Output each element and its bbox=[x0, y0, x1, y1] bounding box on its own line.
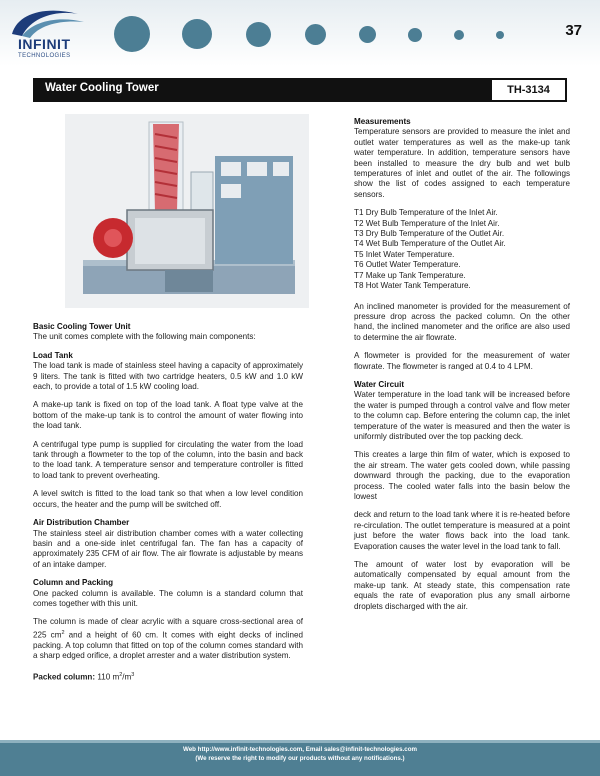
footer-contact[interactable]: Web http://www.infinit-technologies.com, Email sales@infinit-technologies.com bbox=[183, 746, 417, 753]
page-number: 37 bbox=[565, 22, 582, 39]
load-tank-text: The load tank is made of stainless steel having a capacity of approximately 9 liters. The tank is fitted with two cartridge heaters, 0.5 kW and 1.0 kW each, to provide a total of 1.5 kW cooling load. bbox=[33, 361, 303, 392]
company-logo[interactable] bbox=[8, 6, 88, 62]
column-detail-text: The column is made of clear acrylic with a square cross-sectional area of 225 $cm^2$ and a height of 60 cm. It comes with eight decks of inclined packing. A top column that fitted on top of the column comes standard with a sharp edged orifice, a droplet arrester and a water distribution system. bbox=[33, 617, 303, 661]
measurements-text: Temperature sensors are provided to measure the inlet and outlet water temperatures as well as the make-up tank water temperature. In addition, temperature sensors have been installed to measure the dry bulb and wet bulb temperatures of inlet and outlet of the air. The followings show the list of codes assigned to each temperature sensors. bbox=[354, 127, 570, 199]
level-switch-text: A level switch is fitted to the load tank so that when a low level condition occurs, the heater and the pump will be switched off. bbox=[33, 489, 303, 509]
list-item: T7 Make up Tank Temperature. bbox=[354, 270, 466, 280]
basic-unit-text: The unit comes complete with the following main components: bbox=[33, 332, 256, 342]
deck-return-text: deck and return to the load tank where it is re-heated before re-circulation. The outlet temperature is measured at a point just before the water flows back into the load tank. Evaporation causes the water level in the load tank to fall. bbox=[354, 510, 570, 551]
list-item: T6 Outlet Water Temperature. bbox=[354, 260, 461, 270]
thin-film-text: This creates a large thin film of water, which is exposed to the air stream. The water gets cooled down, while passing downward through the packing, due to the evaporation process. The cooled water falls into the basin below the lowest bbox=[354, 450, 570, 501]
decorative-dots bbox=[112, 14, 522, 54]
footer-disclaimer: (We reserve the right to modify our products without any notifications.) bbox=[195, 754, 405, 762]
heading-column-packing: Column and Packing bbox=[33, 578, 114, 588]
column-text: One packed column is available. The column is a standard column that comes together with this unit. bbox=[33, 588, 303, 608]
title-bar bbox=[33, 78, 567, 102]
brand-name: INFINIT bbox=[18, 36, 71, 52]
list-item: T2 Wet Bulb Temperature of the Inlet Air. bbox=[354, 218, 500, 228]
packed-column-spec: Packed column: 110 $m^2/m^3$ bbox=[33, 671, 135, 682]
product-title: Water Cooling Tower bbox=[45, 82, 159, 94]
list-item: T8 Hot Water Tank Temperature. bbox=[354, 281, 471, 291]
list-item: T3 Dry Bulb Temperature of the Outlet Air. bbox=[354, 229, 505, 239]
brand-subtitle: TECHNOLOGIES bbox=[18, 53, 71, 59]
manometer-text: An inclined manometer is provided for the measurement of pressure drop across the packed column. On the other hand, the inclined manometer and the orifice are also used to determine the air flowrate. bbox=[354, 301, 570, 342]
page-header bbox=[0, 0, 600, 66]
heading-basic-unit: Basic Cooling Tower Unit bbox=[33, 322, 131, 331]
list-item: T4 Wet Bulb Temperature of the Outlet Air. bbox=[354, 239, 506, 249]
air-chamber-text: The stainless steel air distribution chamber comes with a water collecting basin and a one-side inlet centrifugal fan. The fan has a capacity of approximately 235 CFM of air flow. The air flowrate is adjustable by means of an intake damper. bbox=[33, 528, 303, 569]
heading-load-tank: Load Tank bbox=[33, 350, 73, 360]
product-photo bbox=[65, 114, 309, 308]
right-column bbox=[354, 117, 570, 620]
list-item: T1 Dry Bulb Temperature of the Inlet Air. bbox=[354, 208, 498, 218]
swoosh-icon bbox=[8, 6, 88, 40]
list-item: T5 Inlet Water Temperature. bbox=[354, 249, 455, 259]
product-code: TH-3134 bbox=[492, 80, 565, 100]
page-footer bbox=[0, 740, 600, 776]
water-circuit-text: Water temperature in the load tank will be increased before the water is pumped through a control valve and flow meter to the column cap. Before entering the column cap, the inlet temperature of the water is measured and then the water is uniformly distributed over the top packing deck. bbox=[354, 390, 570, 441]
footer-text bbox=[0, 746, 600, 763]
heading-measurements: Measurements bbox=[354, 117, 411, 126]
left-column bbox=[33, 322, 303, 691]
flowmeter-text: A flowmeter is provided for the measurement of water flowrate. The flowmeter is ranged at 0.4 to 4 LPM. bbox=[354, 351, 570, 371]
evaporation-text: The amount of water lost by evaporation will be automatically compensated by equal amount from the make-up tank. At steady state, this compensation rate equals the rate of evaporation plus any small airborne droplets discharged with the air. bbox=[354, 560, 570, 611]
heading-water-circuit: Water Circuit bbox=[354, 379, 405, 389]
sensor-list bbox=[354, 208, 570, 291]
heading-air-chamber: Air Distribution Chamber bbox=[33, 518, 130, 528]
makeup-tank-text: A make-up tank is fixed on top of the load tank. A float type valve at the bottom of the make-up tank is to control the amount of water flowing into the load tank. bbox=[33, 400, 303, 431]
footer-band bbox=[0, 740, 600, 743]
pump-text: A centrifugal type pump is supplied for circulating the water from the load tank through a flowmeter to the top of the column, into the basin and back to the load tank. A temperature sensor and temperature controller is fitted to load tank to prevent overheating. bbox=[33, 439, 303, 480]
